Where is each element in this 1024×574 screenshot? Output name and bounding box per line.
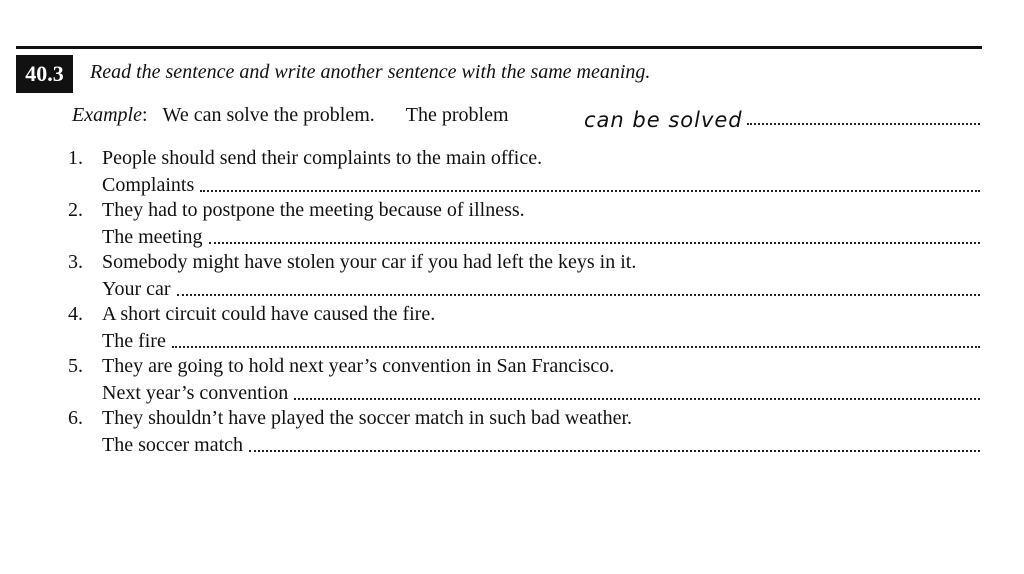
item-stem: Complaints [102, 174, 195, 196]
example-sentence: We can solve the problem. [162, 104, 375, 126]
item-number: 2. [68, 199, 83, 221]
answer-blank[interactable] [177, 294, 980, 296]
item-answer-line [102, 171, 980, 198]
item-question [68, 302, 980, 327]
example-label: Example [72, 104, 142, 126]
item-sentence: A short circuit could have caused the fire. [102, 303, 436, 325]
item-stem: The soccer match [102, 434, 244, 456]
item-number: 3. [68, 251, 83, 273]
item-question [68, 406, 980, 431]
item-sentence: They had to postpone the meeting because of illness. [102, 199, 525, 221]
item-number: 4. [68, 303, 83, 325]
item-sentence: They are going to hold next year’s convention in San Francisco. [102, 355, 615, 377]
example-handwritten-answer: can be solved [584, 108, 743, 132]
item-question [68, 354, 980, 379]
example-answer-line [580, 100, 980, 130]
item-stem: Next year’s convention [102, 382, 289, 404]
exercise-item [68, 250, 980, 302]
answer-blank[interactable] [200, 190, 980, 192]
item-sentence: People should send their complaints to the main office. [102, 147, 543, 169]
item-stem: Your car [102, 278, 171, 300]
item-answer-line [102, 431, 980, 458]
exercise-item [68, 406, 980, 458]
example-stem: The problem [405, 104, 509, 126]
item-answer-line [102, 327, 980, 354]
item-number: 6. [68, 407, 83, 429]
item-answer-line [102, 223, 980, 250]
exercise-item [68, 146, 980, 198]
item-number: 1. [68, 147, 83, 169]
exercise-item [68, 302, 980, 354]
exercise-item [68, 354, 980, 406]
answer-blank[interactable] [249, 450, 980, 452]
exercise-item [68, 198, 980, 250]
exercise-number-badge: 40.3 [16, 55, 73, 93]
answer-blank[interactable] [294, 398, 980, 400]
item-sentence: They shouldn’t have played the soccer match in such bad weather. [102, 407, 633, 429]
top-rule [16, 46, 982, 49]
item-answer-line [102, 379, 980, 406]
exercise-instruction: Read the sentence and write another sentence with the same meaning. [90, 61, 651, 83]
example-row [72, 104, 980, 134]
item-question [68, 146, 980, 171]
item-stem: The fire [102, 330, 166, 352]
item-question [68, 250, 980, 275]
answer-blank[interactable] [172, 346, 980, 348]
answer-blank[interactable] [209, 242, 980, 244]
example-dotted-line [747, 123, 980, 125]
item-stem: The meeting [102, 226, 203, 248]
item-answer-line [102, 275, 980, 302]
exercise-items [68, 146, 980, 458]
example-colon: : [141, 104, 148, 126]
item-question [68, 198, 980, 223]
item-number: 5. [68, 355, 83, 377]
item-sentence: Somebody might have stolen your car if you had left the keys in it. [102, 251, 637, 273]
